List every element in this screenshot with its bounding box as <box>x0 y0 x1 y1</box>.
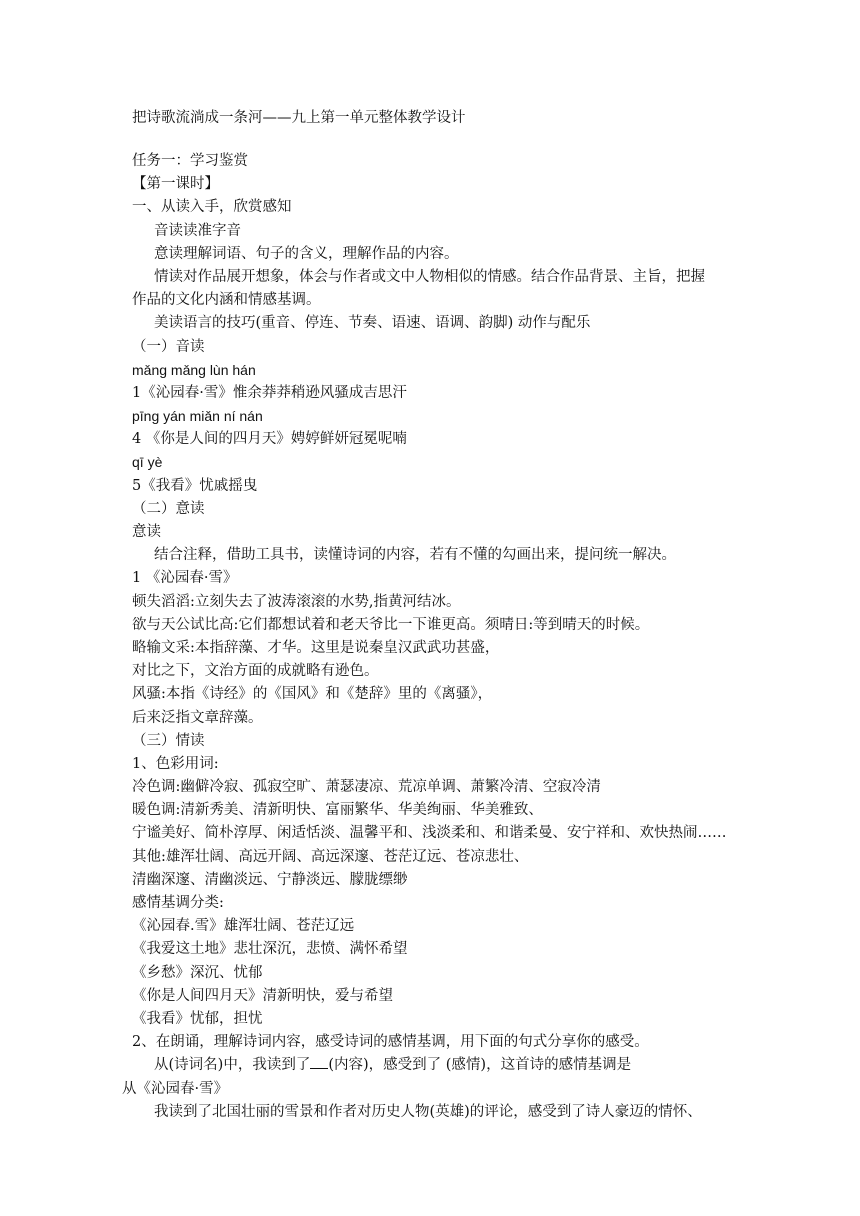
text-line: 意读理解词语、句子的含义，理解作品的内容。 <box>154 245 459 262</box>
text-line: 暖色调:清新秀美、清新明快、富丽繁华、华美绚丽、华美雅致、 <box>132 802 543 819</box>
text-line: 风骚:本指《诗经》的《国风》和《楚辞》里的《离骚》， <box>132 686 493 703</box>
from-line: 从《沁园春·雪》 <box>122 1080 229 1097</box>
sentence-pattern-line <box>132 1054 752 1077</box>
text-line: 《我看》忧郁，担忧 <box>132 1010 263 1027</box>
text-line: 略输文采:本指辞藻、才华。这里是说秦皇汉武武功甚盛， <box>132 639 500 656</box>
text-line: 《乡愁》深沉、忧郁 <box>132 964 263 981</box>
text-line: 任务一：学习鉴赏 <box>132 153 248 169</box>
text-line: （一）音读 <box>132 338 205 355</box>
text-line: 顿失滔滔:立刻失去了波涛滚滚的水势,指黄河结冰。 <box>132 593 461 610</box>
text-line: （二）意读 <box>132 500 205 517</box>
text-line: 作品的文化内涵和情感基调。 <box>132 292 321 309</box>
text-line: 《沁园春.雪》雄浑壮阔、苍茫辽远 <box>132 918 355 935</box>
text-line: 结合注释，借助工具书，读懂诗词的内容，若有不懂的勾画出来，提问统一解决。 <box>154 547 676 564</box>
text-line: 1《沁园春·雪》惟余莽莽稍逊风骚成吉思汗 <box>132 384 407 401</box>
sentence-pattern-part-b: (内容)，感受到了 (感情)，这首诗的感情基调是 <box>328 1057 632 1074</box>
text-line: 一、从读入手，欣赏感知 <box>132 199 292 216</box>
text-lines <box>132 150 752 1054</box>
document-body <box>122 150 752 1124</box>
text-line: 情读对作品展开想象，体会与作者或文中人物相似的情感。结合作品背景、主旨，把握 <box>154 268 705 285</box>
text-line: 5《我看》忧戚摇曳 <box>132 477 258 494</box>
text-line: 美读语言的技巧(重音、停连、节奏、语速、语调、韵脚) 动作与配乐 <box>154 315 591 332</box>
text-line: 意读 <box>132 524 161 540</box>
text-line: 宁谧美好、简朴淳厚、闲适恬淡、温馨平和、浅淡柔和、和谐柔曼、安宁祥和、欢快热闹…… <box>132 825 727 842</box>
text-line: 对比之下，文治方面的成就略有逊色。 <box>132 663 379 680</box>
text-line: 1、色彩用词: <box>132 755 219 772</box>
text-line: （三）情读 <box>132 732 205 749</box>
text-line: 【第一课时】 <box>132 176 219 193</box>
text-line: 《我爱这土地》悲壮深沉，悲愤、满怀希望 <box>132 941 408 958</box>
document-title: 把诗歌流淌成一条河——九上第一单元整体教学设计 <box>132 110 466 126</box>
text-line: 其他:雄浑壮阔、高远开阔、高远深邃、苍茫辽远、苍凉悲壮、 <box>132 848 529 865</box>
sentence-pattern-part-a: 从(诗词名)中，我读到了 <box>154 1057 311 1074</box>
text-line: pīng yán miǎn ní nán <box>132 408 263 425</box>
text-line: 4 《你是人间的四月天》娉婷鲜妍冠冕呢喃 <box>132 431 407 448</box>
text-line: 1 《沁园春·雪》 <box>132 570 238 587</box>
text-line: 后来泛指文章辞藻。 <box>132 709 263 726</box>
last-line: 我读到了北国壮丽的雪景和作者对历史人物(英雄)的评论，感受到了诗人豪迈的情怀、 <box>154 1103 702 1120</box>
text-line: 《你是人间四月天》清新明快，爱与希望 <box>132 987 393 1004</box>
text-line: 欲与天公试比高:它们都想试着和老天爷比一下谁更高。须晴日:等到晴天的时候。 <box>132 616 650 633</box>
text-line: 音读读准字音 <box>154 222 241 239</box>
text-line: mǎng mǎng lùn hán <box>132 361 256 378</box>
text-line: 感情基调分类: <box>132 895 224 911</box>
text-line: 清幽深邃、清幽淡远、宁静淡远、朦胧缥缈 <box>132 871 408 888</box>
text-line: 2、在朗诵，理解诗词内容，感受诗词的感情基调，用下面的句式分享你的感受。 <box>132 1034 649 1051</box>
blank-underline <box>310 1054 328 1069</box>
text-line: qī yè <box>132 454 163 471</box>
text-line: 冷色调:幽僻冷寂、孤寂空旷、萧瑟凄凉、荒凉单调、萧繁冷清、空寂冷清 <box>132 779 601 796</box>
